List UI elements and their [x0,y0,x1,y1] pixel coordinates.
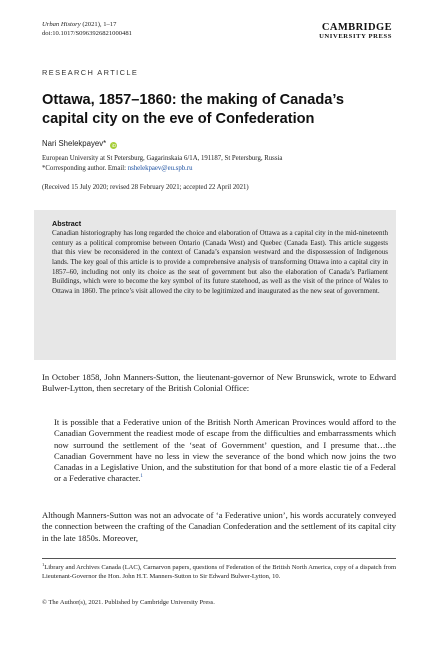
author-name: Nari Shelekpayev* [42,139,107,148]
body-paragraph-1: In October 1858, John Manners-Sutton, the lieutenant-governor of New Brunswick, wrote to Edward Bulwer-Lytton, then secretary of the British Colonial Office: [42,372,396,394]
abstract-box [34,210,396,360]
body-paragraph-2: Although Manners-Sutton was not an advocate of ‘a Federative union’, his words accurately conveyed the connection between the crafting of the Canadian Confederation and the settlement of its capital city in the late 1850s. Moreover, [42,510,396,543]
received-dates: (Received 15 July 2020; revised 28 February 2021; accepted 22 April 2021) [42,184,249,191]
footnote-1 [42,563,396,581]
article-title: Ottawa, 1857–1860: the making of Canada’s capital city on the eve of Confederation [42,92,344,127]
page-header [42,20,392,60]
copyright-line: © The Author(s), 2021. Published by Cambridge University Press. [42,599,215,606]
block-quote-text: It is possible that a Federative union of the British North American Provinces would afford to the Canadian Government the readiest mode of escape from the difficulties and embarrassments which now surround the settlement of the ‘seat of Government’ question, and I presume that…the Canadian Government have no less in view the severance of the bond which now joins the two Canadas in a Legislative Union, and the substitution for that bond of a more elastic tie of a Federal or a Federative character. [54,417,396,484]
footnote-number: 1 [42,562,45,567]
affiliation [42,154,392,173]
article-type: RESEARCH ARTICLE [42,68,139,77]
abstract-body: Canadian historiography has long regarded the choice and elaboration of Ottawa as a capital city in the mid-nineteenth century as a political compromise between Ontario (Canada West) and Quebec (Canada East). This article suggests that this view be reconsidered in the context of Canada’s expansion westward and the dispossession of Indigenous lands. The key goal of this article is to provide a comprehensive analysis of transforming Ottawa into a capital city in 1857–60, including not only its choice as the seat of government but also the elaboration of Canada’s Parliament Buildings, which were to become the key symbol of its future statehood, as well as the visit of the prince of Wales to Ottawa in 1860. The prince’s visit allowed the city to be legitimized and inaugurated as the new seat of government. [52,229,388,295]
publisher-logo [319,22,392,41]
affiliation-address: European University at St Petersburg, Gagarinskaia 6/1A, 191187, St Petersburg, Russia [42,155,283,162]
orcid-icon[interactable]: iD [111,143,116,148]
doi-link[interactable]: doi:10.1017/S0963926821000481 [42,30,132,37]
author-email-link[interactable]: nshelekpaev@eu.spb.ru [127,164,193,172]
publisher-logo-line1: CAMBRIDGE [321,22,392,33]
block-quote [54,417,396,485]
journal-meta: (2021), 1–17 [82,21,117,28]
journal-name: Urban History [42,21,81,28]
footnote-ref-1[interactable]: 1 [140,474,143,480]
publisher-logo-line2: UNIVERSITY PRESS [319,33,392,40]
corresponding-label: *Corresponding author. Email: [42,164,128,172]
abstract-heading: Abstract [52,219,82,228]
footnote-text: Library and Archives Canada (LAC), Carnarvon papers, questions of Federation of the British North America, copy of a dispatch from Lieutenant-Governor the Hon. John H.T. Manners-Sutton to Sir Edward Bulwer-Lytton, 10. [42,564,396,580]
author-line [42,139,117,149]
footnote-divider [42,558,396,559]
corresponding-author [42,164,392,174]
